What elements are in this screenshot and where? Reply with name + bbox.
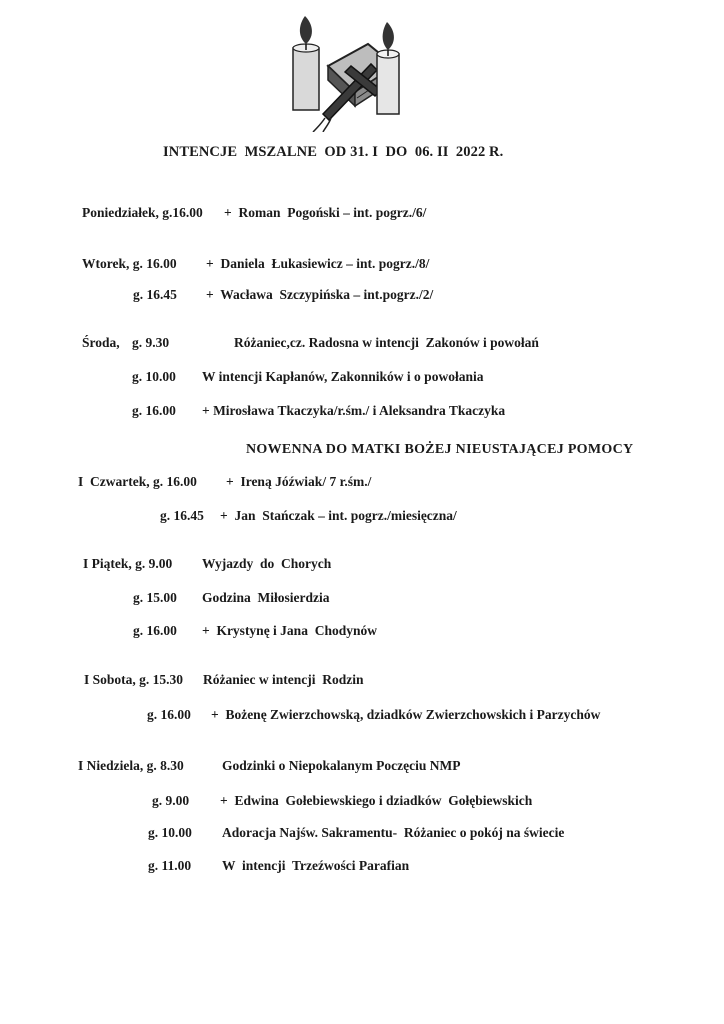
entry-sunday-1100 [148,858,410,906]
entry-text: + Edwina Gołebiewskiego i dziadków Gołębiewskich [220,793,533,808]
entry-text: Godzina Miłosierdzia [202,590,330,605]
entry-text: Różaniec,cz. Radosna w intencji Zakonów i powołań [234,335,539,350]
entry-day: I Czwartek, g. 16.00 [78,474,197,489]
entry-time: g. 16.00 [147,707,191,722]
entry-text: + Krystynę i Jana Chodynów [202,623,377,638]
cross-icon [313,64,381,132]
entry-text: + Mirosława Tkaczyka/r.śm./ i Aleksandra Tkaczyka [202,403,506,418]
entry-time: g. 15.00 [133,590,177,605]
entry-friday-1600 [133,623,377,671]
entry-text: + Wacława Szczypińska – int.pogrz./2/ [206,287,434,302]
entry-text: Różaniec w intencji Rodzin [203,672,364,687]
entry-text: Wyjazdy do Chorych [202,556,332,571]
entry-time: g. 16.00 [132,403,176,418]
candles-book-cross-illustration [283,14,413,132]
entry-text: W intencji Kapłanów, Zakonników i o powołania [202,369,484,384]
entry-thursday-1645 [160,508,457,556]
entry-monday-1600 [82,205,427,253]
entry-text: W intencji Trzeźwości Parafian [222,858,410,873]
entry-text: Godzinki o Niepokalanym Poczęciu NMP [222,758,461,773]
entry-wednesday-1600 [132,403,506,451]
novena-heading: NOWENNA DO MATKI BOŻEJ NIEUSTAJĄCEJ POMOCY [246,442,634,457]
entry-time: g. 9.00 [152,793,190,808]
entry-text: + Ireną Jóźwiak/ 7 r.śm./ [226,474,372,489]
entry-time: g. 9.30 [132,335,170,350]
entry-time: g. 16.45 [133,287,177,302]
entry-day: I Niedziela, g. 8.30 [78,758,184,773]
entry-saturday-1600 [147,707,601,755]
entry-day: Poniedziałek, g.16.00 [82,205,203,220]
entry-day: I Sobota, g. 15.30 [84,672,184,687]
entry-time: g. 10.00 [132,369,176,384]
entry-day: I Piątek, g. 9.00 [83,556,173,571]
page-title: INTENCJE MSZALNE OD 31. I DO 06. II 2022 R. [163,144,504,160]
entry-text: + Roman Pogoński – int. pogrz./6/ [224,205,427,220]
entry-text: + Bożenę Zwierzchowską, dziadków Zwierzchowskich i Parzychów [211,707,601,722]
entry-tuesday-1645 [133,287,434,335]
right-candle-icon [377,22,399,114]
entry-text: Adoracja Najśw. Sakramentu- Różaniec o pokój na świecie [222,825,565,840]
entry-text: + Daniela Łukasiewicz – int. pogrz./8/ [206,256,430,271]
entry-time: g. 16.00 [133,623,177,638]
entry-time: g. 10.00 [148,825,192,840]
left-candle-icon [293,16,319,110]
entry-time: g. 11.00 [148,858,192,873]
entry-day: Środa, [82,335,120,350]
entry-day: Wtorek, g. 16.00 [82,256,177,271]
entry-time: g. 16.45 [160,508,204,523]
entry-text: + Jan Stańczak – int. pogrz./miesięczna/ [220,508,457,523]
